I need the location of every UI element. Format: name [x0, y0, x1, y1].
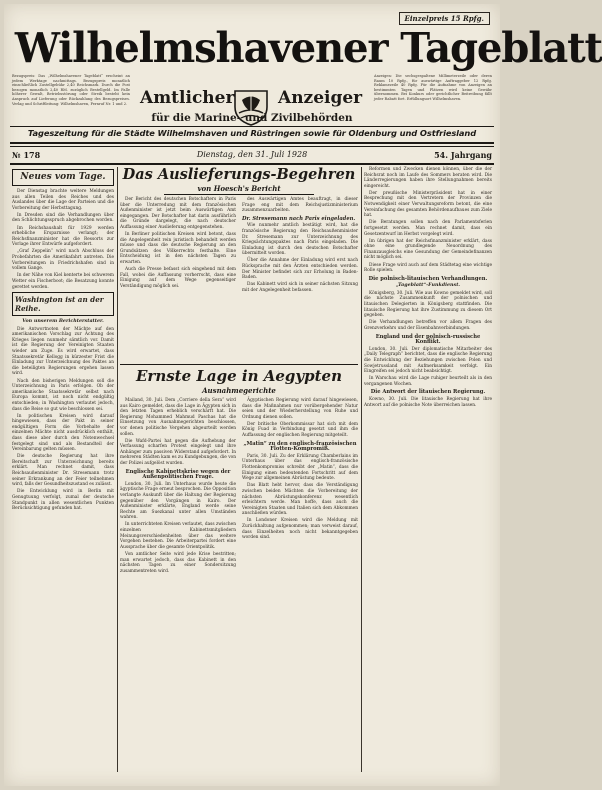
- article-paragraph: Die Beratungen sollen nach den Parlamentsferien fortgesetzt werden. Man rechnet damit, dass ein Gesetzentwurf im Herbst vorgelegt wird.: [364, 220, 492, 237]
- subscription-notice-text: Bezugspreis: Das „Wilhelmshavener Tageblatt“ erscheint an jedem Werktage nachmittags. Bezugspreis monatlich einschließlich Zustellgebühr 2,40 Reichsmark. Durch die Post bezogen monatlich 2,40 RM. zuzüglich Bestellgeld. Im Falle höherer Gewalt, Betriebsstörung oder Streik besteht kein Anspruch auf Lieferung oder Rückzahlung des Bezugspreises. Verlag und Schriftleitung: Wilhelmshaven, Fernruf Nr. 1 und 2.: [12, 74, 130, 106]
- issue-number: № 178: [12, 150, 41, 160]
- article-paragraph: Ägyptischen Regierung wird darauf hingewiesen, dass die Maßnahmen nur vorübergehender Natur seien und der Wiederherstellung von Ruhe und Ordnung dienen sollen.: [242, 398, 358, 420]
- article-paragraph: Die Entwicklung wird in Berlin mit Genugtuung verfolgt, zumal der deutsche Standpunkt in allen wesentlichen Punkten Berücksichtigung gefunden hat.: [12, 489, 114, 512]
- article-paragraph: In Dresden sind die Verhandlungen über den Schlichtungsspruch abgebrochen worden.: [12, 212, 114, 224]
- article-paragraph: Das Kabinett wird sich in seiner nächsten Sitzung mit der Angelegenheit befassen.: [242, 282, 358, 293]
- section-divider: [120, 364, 358, 365]
- article-paragraph: In Warschau wird die Lage ruhiger beurteilt als in den vergangenen Wochen.: [364, 376, 492, 387]
- article-paragraph: Die deutsche Regierung hat ihre Bereitschaft zur Unterzeichnung bereits erklärt. Man rechnet damit, dass Reichsaußenminister Dr. Stresemann trotz seiner Erkrankung an der Feier teilnehmen wird, falls der Gesundheitszustand es zulässt.: [12, 454, 114, 488]
- article-paragraph: Nach den bisherigen Meldungen soll die Unterzeichnung in Paris erfolgen. Ob der amerikanische Staatssekretär selbst nach Europa kommt, ist noch nicht endgültig entschieden; in Washington verlautet jedoch, dass die Reise so gut wie beschlossen sei.: [12, 378, 114, 412]
- lead-subheadline: von Hoesch's Bericht: [197, 184, 281, 193]
- egypt-subheadline: Ausnahmegerichte: [202, 386, 276, 395]
- article-paragraph: Kowno, 30. Juli. Die litauische Regierung hat ihre Antwort auf die polnische Note überreichen lassen.: [364, 396, 492, 408]
- polish-lithuanian-byline: „Tageblatt“-Funkdienst.: [395, 282, 461, 289]
- article-paragraph: In politischen Kreisen wird darauf hingewiesen, dass der Pakt in seiner endgültigen Form die Vorbehalte der einzelnen Mächte nicht ausdrücklich enthält, dass diese aber durch den Notenwechsel festgelegt sind und als Bestandteil der Vereinbarung gelten müssen.: [12, 413, 114, 453]
- lead-headline: Das Auslieferungs-Begehren: [122, 166, 356, 183]
- article-paragraph: Der Dienstag brachte weitere Meldungen aus allen Teilen des Reiches und des Auslandes über die Lage der Parteien und die Vorbereitung der Herbsttagung.: [12, 189, 114, 211]
- divider: [164, 194, 314, 195]
- lithuanian-answer-heading: Die Antwort der litauischen Regierung.: [370, 389, 486, 396]
- issue-info-row: [12, 149, 492, 163]
- newspaper-page: [4, 4, 602, 786]
- article-paragraph: Die Antwortnoten der Mächte auf den amerikanischen Vorschlag zur Ächtung des Krieges liegen nunmehr sämtlich vor. Damit ist die Regierung der Vereinigten Staaten wieder am Zuge. Es wird erwartet, dass Staatssekretär Kellogg in kürzester Frist die Einladung zur Unterzeichnung des Paktes an die beteiligten Regierungen ergehen lassen wird.: [12, 326, 114, 377]
- article-paragraph: Reformen und Zwecken dienen können, über die der Reichsrat noch im Laufe des Sommers beraten wird. Die Länderregierungen haben ihre Stellungnahmen bereits eingereicht.: [364, 167, 492, 189]
- article-paragraph: Der preußische Ministerpräsident hat in einer Besprechung mit den Vertretern der Provinzen die Notwendigkeit einer Verwaltungsreform betont, die eine Vereinfachung des gesamten Behördenaufbaues zum Ziele hat.: [364, 190, 492, 219]
- article-paragraph: Königsberg, 30. Juli. Wie aus Kowno gemeldet wird, soll die nächste Zusammenkunft der polnischen und litauischen Delegierten in Königsberg stattfinden. Die litauische Regierung hat ihre Zustimmung zu diesem Ort gegeben.: [364, 290, 492, 319]
- article-paragraph: Mailand, 30. Juli. Dem „Corriere della Sera“ wird aus Kairo gemeldet, dass die Lage in Ägypten sich in den letzten Tagen erheblich verschärft hat. Die Regierung Mohammed Mahmud Paschas hat die Einsetzung von Ausnahmegerichten beschlossen, vor denen politische Vergehen abgeurteilt werden sollen.: [120, 398, 236, 437]
- washington-byline: Von unserem Berichterstatter.: [22, 318, 104, 325]
- egypt-column-right: [242, 398, 358, 770]
- article-paragraph: In der Nähe von Kiel kenterte bei schwerem Wetter ein Fischerboot; die Besatzung konnte gerettet werden.: [12, 273, 114, 290]
- advertising-notice-text: Anzeigen: Die sechsgespaltene Millimeterzeile oder deren Raum 10 Rpfg., für auswärtige Auftraggeber 12 Rpfg. Reklamezeile 40 Rpfg. Für die Aufnahme von Anzeigen an bestimmten Tagen und Plätzen wird keine Gewähr übernommen. Bei Konkurs oder gerichtlicher Beitreibung fällt jeder Rabatt fort. Erfüllungsort Wilhelmshaven.: [374, 74, 492, 101]
- england-conflict-heading: England und der polnisch-russische Konflikt.: [375, 333, 481, 346]
- news-of-day-heading: Neues vom Tage.: [12, 169, 114, 186]
- column-rule: [361, 167, 362, 772]
- issue-date: Dienstag, den 31. Juli 1928: [196, 150, 308, 159]
- article-paragraph: Der britische Oberkommissar hat sich mit dem König Fuad in Verbindung gesetzt und ihm die Auffassung der englischen Regierung mitgeteilt.: [242, 421, 358, 439]
- article-paragraph: Im übrigen hat der Reichsfinanzminister erklärt, dass ohne eine grundlegende Neuordnung des Finanzausgleichs eine Gesundung der Gemeindefinanzen nicht möglich sei.: [364, 238, 492, 261]
- divider: [10, 163, 494, 165]
- gazette-label: Anzeiger: [278, 88, 363, 108]
- article-paragraph: Paris, 30. Juli. Zu der Erklärung Chamberlains im Unterhaus über das englisch-französische Flottenkompromiss schreibt der „Matin“, dass die Einigung einen bedeutenden Fortschritt auf dem Wege zur allgemeinen Abrüstung bedeute.: [242, 453, 358, 482]
- article-paragraph: Auch die Presse befasst sich eingehend mit dem Fall, wobei die Auffassung vorherrscht, dass eine Einigung auf dem Wege gegenseitiger Verständigung möglich sei.: [120, 267, 236, 289]
- lead-column-right: [242, 197, 358, 362]
- egypt-headline: Ernste Lage in Aegypten: [136, 367, 342, 385]
- authorities-line: für die Marine- und Zivilbehörden: [151, 112, 353, 124]
- article-paragraph: Im Reichshaushalt für 1929 werden erhebliche Ersparnisse verlangt; der Reichsfinanzminister hat die Ressorts zur Vorlage ihrer Entwürfe aufgefordert.: [12, 225, 114, 248]
- column-news: [12, 167, 114, 771]
- article-paragraph: In unterrichteten Kreisen verlautet, dass zwischen einzelnen Kabinettsmitgliedern Meinungsverschiedenheiten über das weitere Vorgehen bestehen. Die Arbeiterpartei fordert eine Aussprache über die gesamte Orientpolitik.: [120, 522, 236, 550]
- subscription-notice: [12, 74, 130, 152]
- article-paragraph: In Londoner Kreisen wird die Meldung mit Zurückhaltung aufgenommen; man verweist darauf, dass Einzelheiten noch nicht bekanntgegeben worden sind.: [242, 518, 358, 541]
- single-copy-price: Einzelpreis 15 Rpfg.: [399, 12, 490, 25]
- divider: [10, 142, 494, 144]
- column-politics: [364, 167, 492, 771]
- polish-lithuanian-heading: Die polnisch-litauischen Verhandlungen.: [368, 275, 488, 282]
- official-label: Amtlicher: [140, 88, 235, 108]
- article-paragraph: Wie nunmehr amtlich bestätigt wird, hat die französische Regierung den Reichsaußenminister Dr. Stresemann zur Unterzeichnung des Kriegsächtungspaktes nach Paris eingeladen. Die Einladung ist durch den deutschen Botschafter übermittelt worden.: [242, 223, 358, 257]
- article-paragraph: London, 30. Juli. Der diplomatische Mitarbeiter des „Daily Telegraph“ berichtet, dass die englische Regierung die Entwicklung der Beziehungen zwischen Polen und Sowjetrussland mit Aufmerksamkeit verfolgt. Ein Eingreifen sei jedoch nicht beabsichtigt.: [364, 346, 492, 375]
- washington-heading: Washington ist an der Reihe.: [12, 292, 114, 316]
- article-paragraph: Der Bericht des deutschen Botschafters in Paris über die Unterredung mit dem französischen Außenminister ist jetzt beim Auswärtigen Amt eingegangen. Der Botschafter hat darin ausführlich die Gründe dargelegt, die nach deutscher Auffassung einer Auslieferung entgegenstehen.: [120, 197, 236, 230]
- stresemann-heading: Dr. Stresemann nach Paris eingeladen.: [242, 215, 356, 222]
- article-paragraph: Diese Frage wird auch auf dem Städtetag eine wichtige Rolle spielen.: [364, 262, 492, 274]
- lead-column-left: [120, 197, 236, 362]
- article-paragraph: Die Wafd-Partei hat gegen die Aufhebung der Verfassung scharfen Protest eingelegt und ihre Anhänger zum passiven Widerstand aufgefordert. In mehreren Städten kam es zu Kundgebungen, die von der Polizei aufgelöst wurden.: [120, 438, 236, 467]
- column-rule: [117, 167, 118, 772]
- article-paragraph: Die Verhandlungen betreffen vor allem Fragen des Grenzverkehrs und der Eisenbahnverbindungen.: [364, 320, 492, 331]
- advertising-notice: [374, 74, 492, 152]
- article-paragraph: des Auswärtigen Amtes beauftragt, in dieser Frage eng mit dem Reichsjustizministerium zusammenzuarbeiten.: [242, 197, 358, 214]
- issue-year: 54. Jahrgang: [434, 150, 492, 160]
- cabinet-crisis-heading: Englische Kabinettskrise wegen der Außenpolitischen Frage.: [125, 468, 231, 481]
- article-paragraph: Über die Annahme der Einladung wird erst nach Rücksprache mit den Ärzten entschieden werden. Der Minister befindet sich zur Erholung in Baden-Baden.: [242, 258, 358, 281]
- newspaper-masthead: Wilhelmshavener Tageblatt: [14, 24, 602, 72]
- matin-heading: „Matin“ zu den englisch-französischen Flotten-Kompromiß.: [243, 440, 357, 453]
- article-paragraph: „Graf Zeppelin“ wird nach Abschluss der Probefahrten die Amerikafahrt antreten. Die Vorbereitungen in Friedrichshafen sind in vollem Gange.: [12, 249, 114, 272]
- coverage-line: Tageszeitung für die Städte Wilhelmshaven und Rüstringen sowie für Oldenburg und Ostfriesland: [27, 128, 477, 138]
- article-paragraph: In Berliner politischen Kreisen wird betont, dass die Angelegenheit rein juristisch behandelt werden müsse und dass die deutsche Regierung an den Grundsätzen des Völkerrechts festhalte. Eine Entscheidung ist in den nächsten Tagen zu erwarten.: [120, 232, 236, 266]
- divider: [10, 146, 494, 147]
- article-paragraph: Das Blatt hebt hervor, dass die Verständigung zwischen beiden Mächten die Vorbereitung der nächsten Abrüstungskonferenz wesentlich erleichtern werde. Man hoffe, dass auch die Vereinigten Staaten und Italien sich dem Abkommen anschließen würden.: [242, 483, 358, 517]
- egypt-column-left: [120, 398, 236, 770]
- article-paragraph: Von amtlicher Seite wird jede Krise bestritten; man erwartet jedoch, dass das Kabinett in den nächsten Tagen zu einer Sondersitzung zusammentreten wird.: [120, 551, 236, 574]
- article-paragraph: London, 30. Juli. Im Unterhaus wurde heute die ägyptische Frage erneut besprochen. Die Opposition verlangte Auskunft über die Haltung der Regierung gegenüber den Vorgängen in Kairo. Der Außenminister erklärte, England werde seine Rechte am Suezkanal unter allen Umständen wahren.: [120, 481, 236, 521]
- divider: [10, 126, 494, 127]
